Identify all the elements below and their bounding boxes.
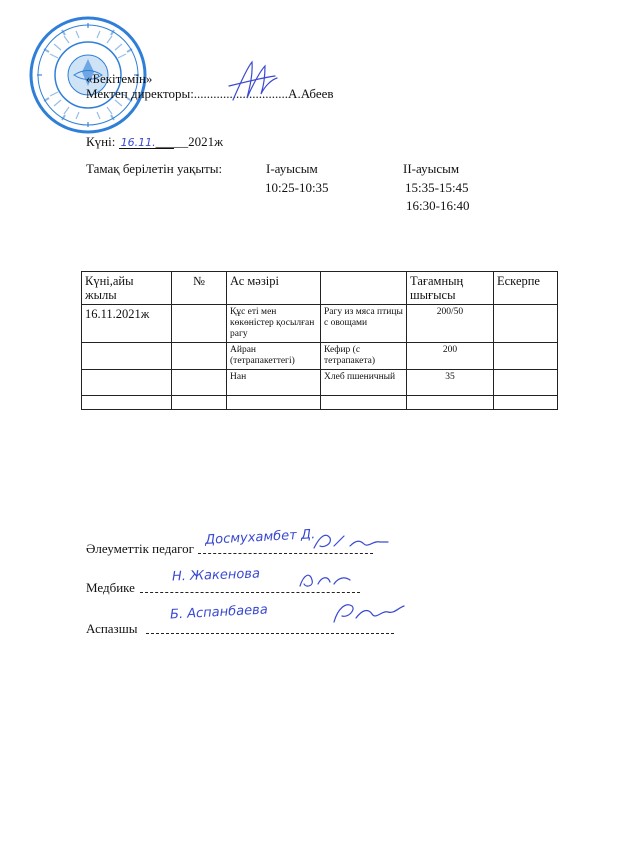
cell-note (494, 305, 558, 343)
cook-label: Аспазшы (86, 621, 138, 636)
header-output: Тағамның шығысы (407, 272, 494, 305)
social-pedagog-label: Әлеуметтік педагог (86, 541, 194, 556)
table-row (82, 305, 558, 343)
shift1-title: I-ауысым (266, 161, 318, 176)
cell-output: 35 (407, 370, 494, 396)
nurse-line (140, 592, 360, 593)
date-handwritten: 16.11. (120, 136, 156, 149)
cook-handwriting: Б. Аспанбаева (169, 602, 269, 623)
pedagog-signature (310, 528, 390, 554)
nurse-signature (296, 566, 356, 592)
cell-date (82, 370, 172, 396)
cell-dish-kz (227, 396, 321, 410)
cell-number (172, 396, 227, 410)
cell-dish-ru (321, 396, 407, 410)
cell-date: 16.11.2021ж (82, 305, 172, 343)
cell-note (494, 370, 558, 396)
cell-dish-ru: Рагу из мяса птицы с овощами (321, 305, 407, 343)
header-menu: Ас мәзірі (227, 272, 321, 305)
header-date: Күні,айы жылы (82, 272, 172, 305)
cell-dish-ru: Хлеб пшеничный (321, 370, 407, 396)
cell-dish-ru: Кефир (с тетрапакета) (321, 343, 407, 370)
shift2-time-2: 16:30-16:40 (406, 198, 470, 213)
pedagog-handwriting: Досмухамбет Д. (204, 527, 316, 548)
director-signature (225, 56, 280, 104)
table-header-row (82, 272, 558, 305)
cell-date (82, 396, 172, 410)
cell-output: 200/50 (407, 305, 494, 343)
cell-dish-kz: Нан (227, 370, 321, 396)
meal-time-label: Тамақ берілетін уақыты: (86, 161, 223, 176)
cell-note (494, 343, 558, 370)
header-note: Ескерпе (494, 272, 558, 305)
approval-heading: «Бекітемін» (86, 71, 153, 86)
header-number: № (172, 272, 227, 305)
date-underline (119, 148, 174, 149)
cell-dish-kz: Айран (тетрапакеттегі) (227, 343, 321, 370)
cell-note (494, 396, 558, 410)
table-row (82, 343, 558, 370)
date-blank: _____ (155, 134, 189, 149)
director-line: Мектеп директоры:.............................А.Абеев (86, 86, 334, 101)
cell-number (172, 370, 227, 396)
cook-signature (328, 596, 408, 628)
date-label: Күні: (86, 134, 116, 149)
nurse-label: Медбике (86, 580, 135, 595)
nurse-handwriting: Н. Жакенова (171, 566, 261, 585)
date-year: 2021ж (188, 134, 224, 149)
cell-output: 200 (407, 343, 494, 370)
table-row (82, 370, 558, 396)
cell-dish-kz: Құс еті мен көкөністер қосылған рагу (227, 305, 321, 343)
shift2-title: II-ауысым (403, 161, 460, 176)
cell-number (172, 305, 227, 343)
table-row (82, 396, 558, 410)
header-menu-ru (321, 272, 407, 305)
shift1-time: 10:25-10:35 (265, 180, 329, 195)
menu-table (81, 271, 558, 410)
cook-line (146, 633, 394, 634)
shift2-time-1: 15:35-15:45 (405, 180, 469, 195)
cell-number (172, 343, 227, 370)
cell-output (407, 396, 494, 410)
cell-date (82, 343, 172, 370)
